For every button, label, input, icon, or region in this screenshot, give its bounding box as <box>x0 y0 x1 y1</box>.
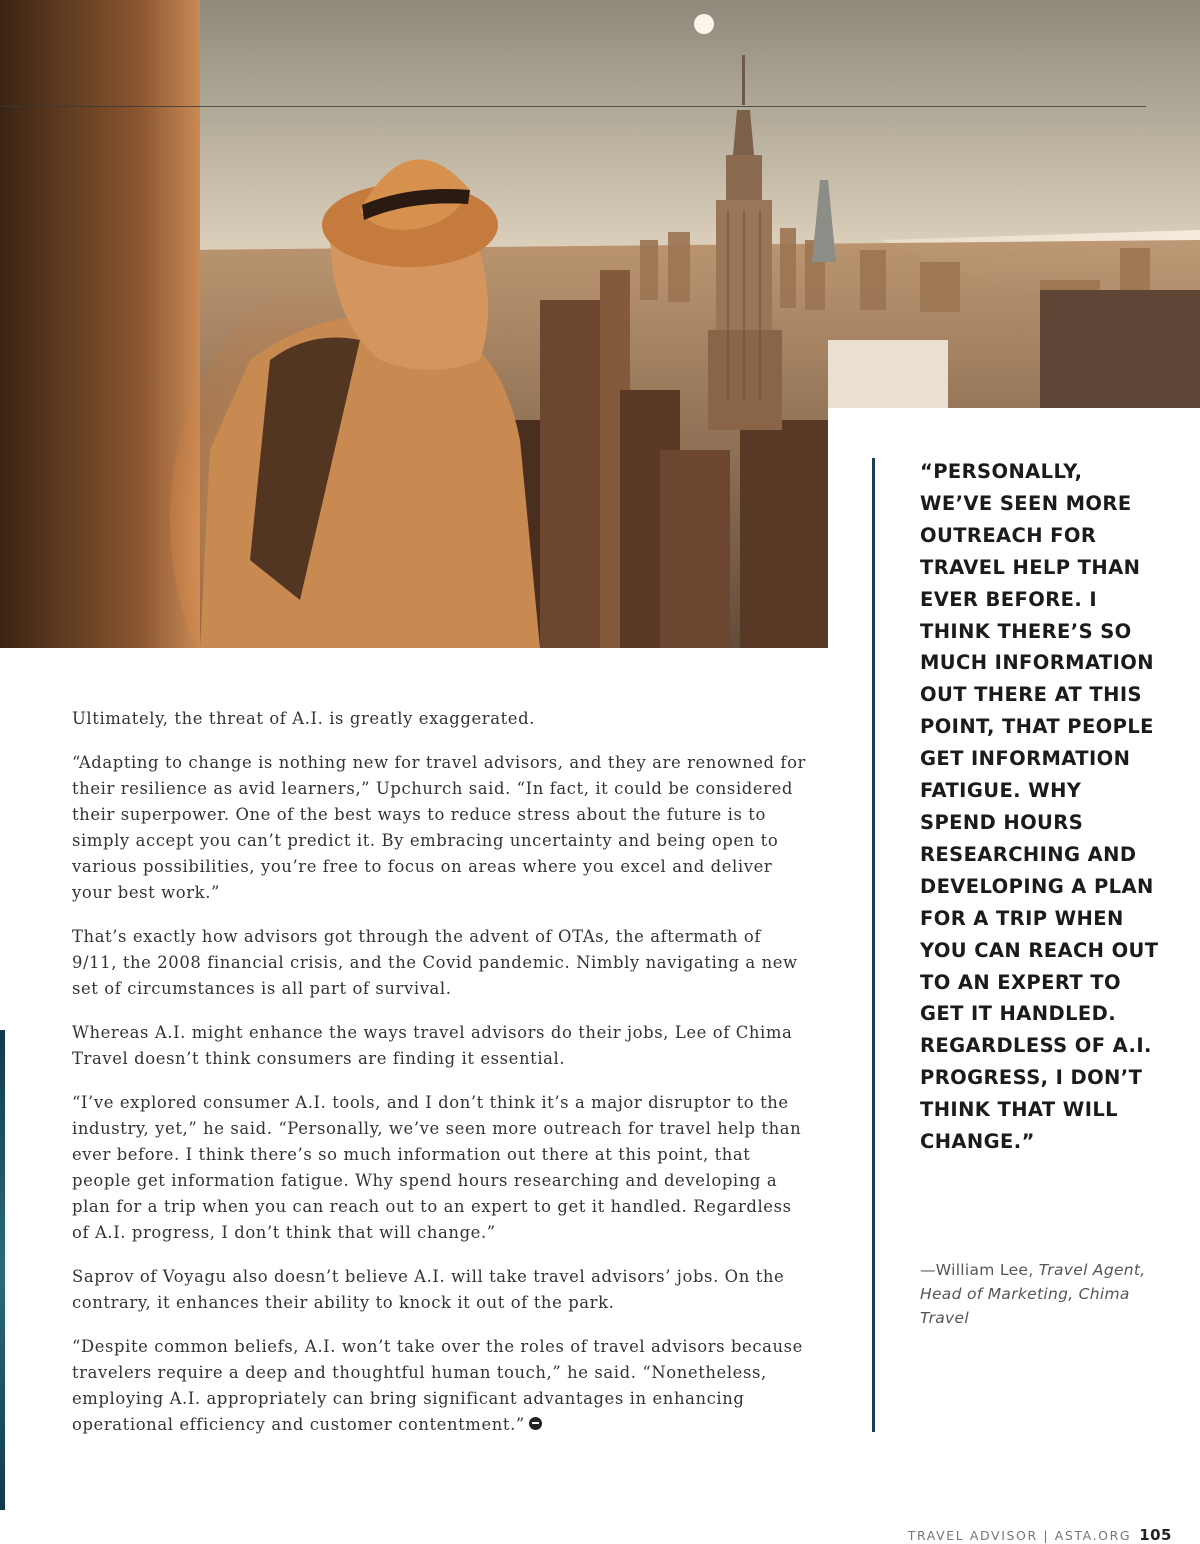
paragraph: “I’ve explored consumer A.I. tools, and I don’t think it’s a major disruptor to the industry, yet,” he said. “Personally, we’ve seen more outreach for travel help than ever before. I think there’s so much information out there at this point, that people get information fatigue. Why spend hours researching and developing a plan for a trip when you can reach out to an expert to get it handled. Regardless of A.I. progress, I don’t think that will change.” <box>72 1093 802 1242</box>
asta-end-mark-icon <box>529 1417 542 1430</box>
paragraph: That’s exactly how advisors got through the advent of OTAs, the aftermath of 9/11, the 2008 financial crisis, and the Covid pandemic. Nimbly navigating a new set of circumstances is all part of survival. <box>72 927 798 998</box>
pull-quote-attribution <box>920 1258 1160 1330</box>
attribution-name: —William Lee, <box>920 1261 1039 1279</box>
page-footer <box>908 1526 1172 1544</box>
left-edge-stripe <box>0 1030 5 1510</box>
publication-name: TRAVEL ADVISOR | ASTA.ORG <box>907 1528 1132 1543</box>
paragraph: Ultimately, the threat of A.I. is greatly exaggerated. <box>72 709 535 728</box>
paragraph-last <box>72 1334 808 1438</box>
paragraph: Saprov of Voyagu also doesn’t believe A.I. will take travel advisors’ jobs. On the contrary, it enhances their ability to knock it out of the park. <box>72 1267 785 1312</box>
attribution-title: Travel Agent, Head of Marketing, Chima Travel <box>920 1261 1146 1327</box>
paragraph-text: “Despite common beliefs, A.I. won’t take over the roles of travel advisors because travelers require a deep and thoughtful human touch,” he said. “Nonetheless, employing A.I. appropriately can bring significant advantages in enhancing operational efficiency and customer contentment.” <box>72 1337 803 1434</box>
page-number: 105 <box>1139 1526 1172 1544</box>
paragraph: Whereas A.I. might enhance the ways travel advisors do their jobs, Lee of Chima Travel doesn’t think consumers are finding it essential. <box>72 1023 793 1068</box>
article-body <box>72 706 808 1456</box>
top-rule <box>0 106 1146 107</box>
paragraph: “Adapting to change is nothing new for travel advisors, and they are renowned for their resilience as avid learners,” Upchurch said. “In fact, it could be considered their superpower. One of the best ways to reduce stress about the future is to simply accept you can’t predict it. By embracing uncertainty and being open to various possibilities, you’re free to focus on areas where you excel and deliver your best work.” <box>72 753 806 902</box>
pull-quote: “PERSONALLY, WE’VE SEEN MORE OUTREACH FOR TRAVEL HELP THAN EVER BEFORE. I THINK THERE’S SO MUCH INFORMATION OUT THERE AT THIS POINT, THAT PEOPLE GET INFORMATION FATIGUE. WHY SPEND HOURS RESEARCHING AND DEVELOPING A PLAN FOR A TRIP WHEN YOU CAN REACH OUT TO AN EXPERT TO GET IT HANDLED. REGARDLESS OF A.I. PROGRESS, I DON’T THINK THAT WILL CHANGE.” <box>920 460 1159 1154</box>
pull-quote-rule <box>872 458 875 1432</box>
